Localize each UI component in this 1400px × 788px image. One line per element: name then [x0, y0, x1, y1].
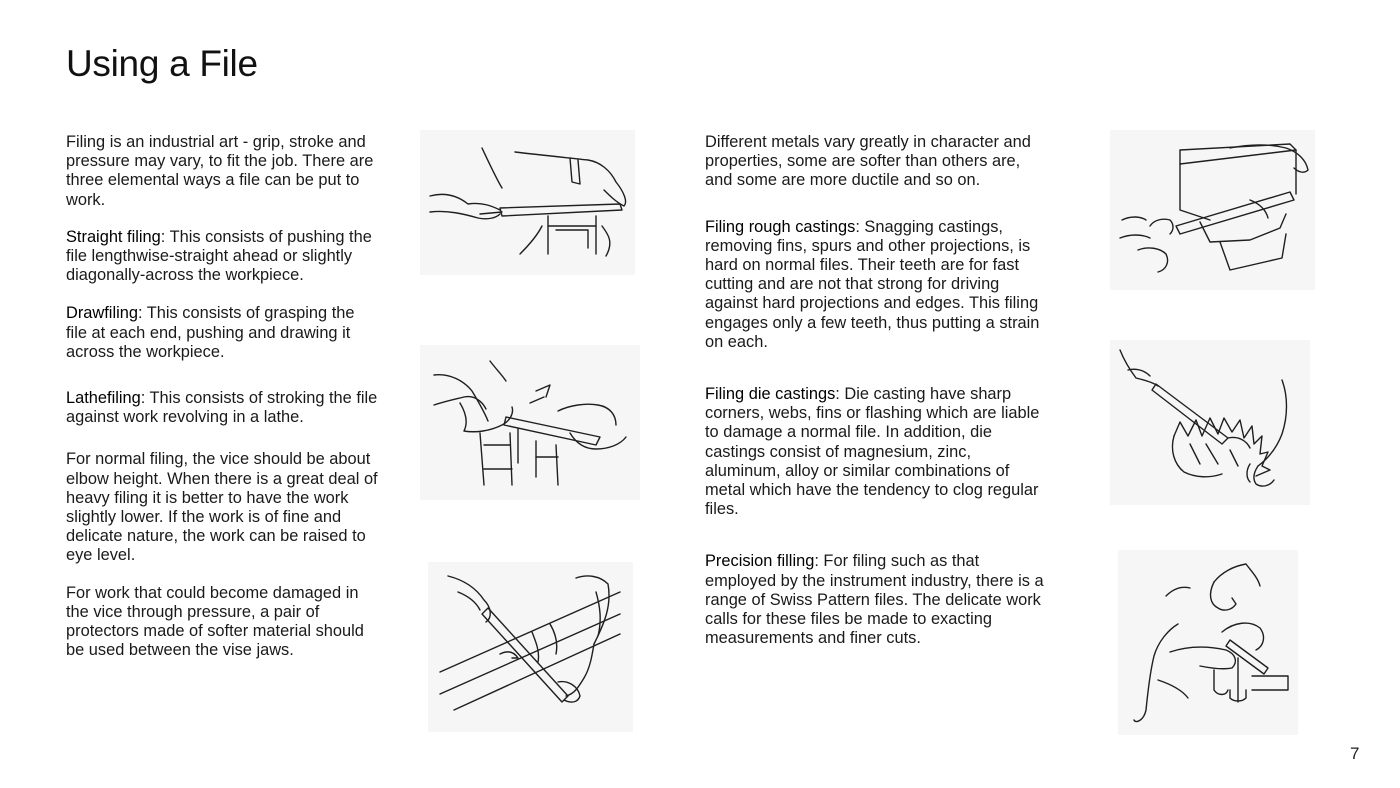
paragraph-lead: Filing die castings	[705, 385, 836, 404]
paragraph-text: Different metals vary greatly in character and properties, some are softer than others are, and some are more ductile and so on.	[705, 133, 1031, 190]
paragraph-text: : This consists of grasping the file at each end, pushing and drawing it across the workpiece.	[66, 304, 355, 361]
paragraph-text: : This consists of stroking the file against work revolving in a lathe.	[66, 389, 378, 427]
die-casting-filing-illustration	[1110, 340, 1310, 505]
paragraph-text: For normal filing, the vice should be about elbow height. When there is a great deal of heavy filing it is better to have the work slightly lower. If the work is of fine and delicate nature, the work can be raised to eye level.	[66, 450, 378, 565]
intro-paragraph	[66, 133, 378, 210]
paragraph-text: For work that could become damaged in the vice through pressure, a pair of protectors made of softer material should be used between the vise jaws.	[66, 583, 364, 660]
die-castings-paragraph	[705, 385, 1050, 519]
drawfiling-illustration	[420, 345, 640, 500]
straight-filing-illustration	[420, 130, 635, 275]
left-text-column	[66, 133, 378, 678]
lathefiling-paragraph	[66, 389, 378, 427]
page-title: Using a File	[66, 43, 258, 84]
paragraph-text: : For filing such as that employed by the instrument industry, there is a range of Swiss Pattern files. The delicate work calls for these files be made to exacting measurements and finer cuts.	[705, 552, 1044, 648]
middle-text-column	[705, 133, 1050, 666]
rough-casting-filing-illustration	[1110, 130, 1315, 290]
paragraph-lead: Lathefiling	[66, 389, 141, 408]
paragraph-text: : Snagging castings, removing fins, spurs and other projections, is hard on normal files. Their teeth are for fast cutting and are not that strong for driving against hard projections and edges. This filing engages only a few teeth, thus putting a strain on each.	[705, 217, 1040, 351]
drawfiling-paragraph	[66, 304, 378, 362]
page-number: 7	[1350, 744, 1360, 763]
paragraph-lead: Straight filing	[66, 227, 161, 246]
rough-castings-paragraph	[705, 218, 1050, 352]
metals-paragraph	[705, 133, 1050, 191]
precision-filing-paragraph	[705, 552, 1050, 648]
straight-filing-paragraph	[66, 228, 378, 286]
vice-height-paragraph	[66, 450, 378, 565]
lathefiling-illustration	[428, 562, 633, 732]
precision-filing-illustration	[1118, 550, 1298, 735]
paragraph-lead: Precision filling	[705, 552, 815, 571]
paragraph-lead: Filing rough castings	[705, 217, 856, 236]
paragraph-text: : Die casting have sharp corners, webs, fins or flashing which are liable to damage a normal file. In addition, die castings consist of magnesium, zinc, aluminum, alloy or similar combinations of metal which have the tendency to clog regular files.	[705, 385, 1040, 519]
paragraph-text: : This consists of pushing the file lengthwise-straight ahead or slightly diagonally-across the workpiece.	[66, 227, 372, 285]
paragraph-text: Filing is an industrial art - grip, stroke and pressure may vary, to fit the job. There are three elemental ways a file can be put to work.	[66, 133, 374, 209]
vise-protectors-paragraph	[66, 584, 378, 661]
paragraph-lead: Drawfiling	[66, 304, 138, 323]
